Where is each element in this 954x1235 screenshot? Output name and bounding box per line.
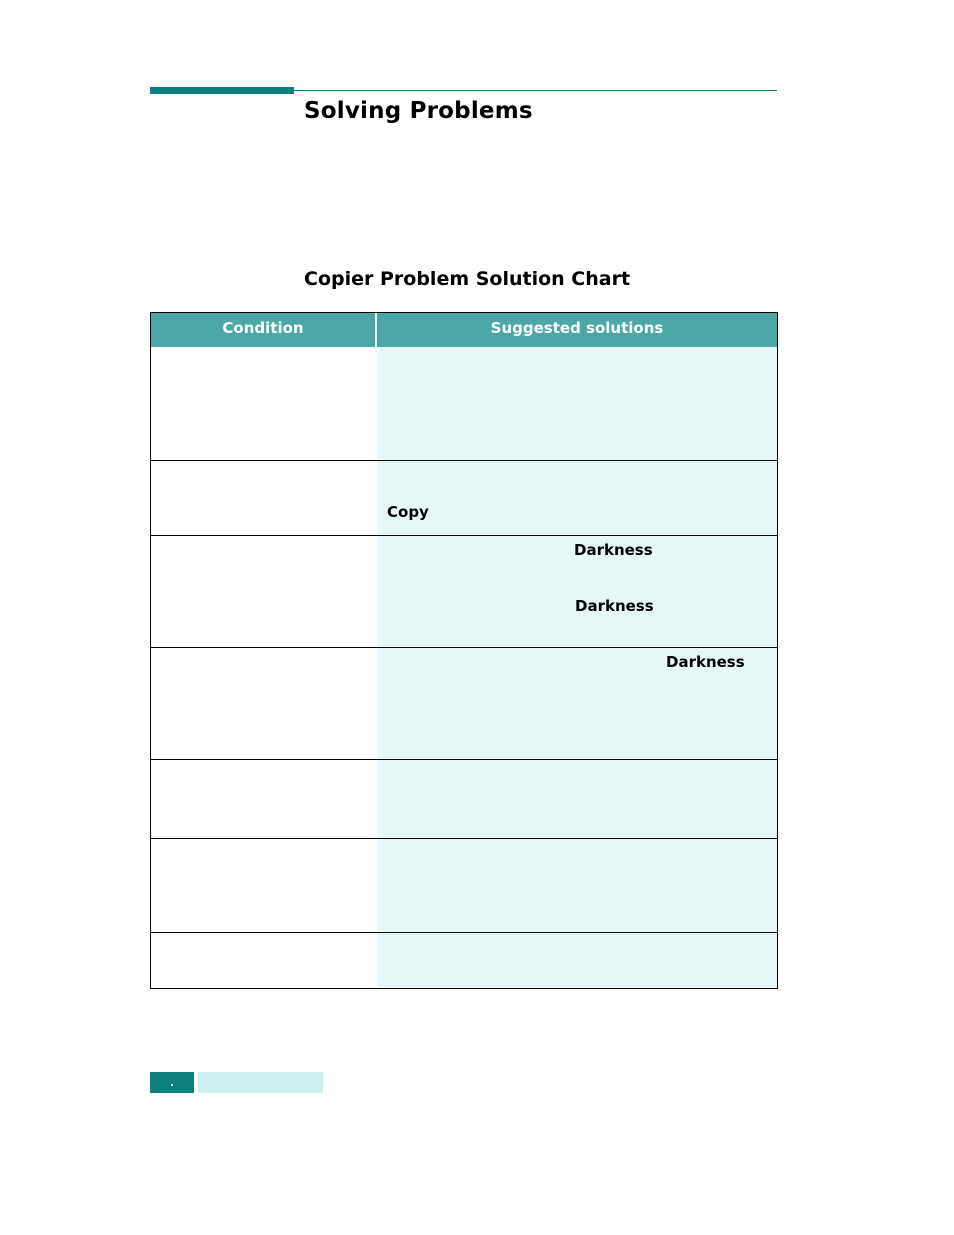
- solution-cell: [378, 933, 777, 988]
- keyword-darkness: Darkness: [575, 597, 654, 615]
- page-title: Solving Problems: [304, 98, 533, 124]
- solution-cell: [378, 461, 777, 535]
- solution-cell: [378, 648, 777, 759]
- keyword-darkness: Darkness: [574, 541, 653, 559]
- keyword-copy: Copy: [387, 503, 429, 521]
- header-accent-bar: [150, 87, 294, 94]
- table-row: [151, 932, 777, 988]
- condition-cell: [151, 536, 378, 647]
- footer-chapter-tab: [198, 1072, 323, 1093]
- table-header: [151, 313, 777, 347]
- table-row: [151, 759, 777, 838]
- keyword-darkness: Darkness: [666, 653, 745, 671]
- condition-cell: [151, 461, 378, 535]
- header-rule: [294, 90, 777, 91]
- solution-cell: [378, 536, 777, 647]
- solution-cell: [378, 347, 777, 460]
- table-row: [151, 460, 777, 535]
- header-condition: Condition: [151, 313, 377, 347]
- condition-cell: [151, 839, 378, 932]
- solution-cell: [378, 839, 777, 932]
- table-row: [151, 535, 777, 647]
- table-row: [151, 347, 777, 460]
- header-solutions: Suggested solutions: [490, 319, 664, 337]
- chart-title: Copier Problem Solution Chart: [304, 268, 631, 290]
- solution-cell: [378, 760, 777, 838]
- footer-page-tab: .: [150, 1072, 194, 1093]
- table-row: [151, 838, 777, 932]
- table-row: [151, 647, 777, 759]
- condition-cell: [151, 933, 378, 988]
- condition-cell: [151, 760, 378, 838]
- condition-cell: [151, 347, 378, 460]
- problem-solution-table: [150, 312, 778, 989]
- condition-cell: [151, 648, 378, 759]
